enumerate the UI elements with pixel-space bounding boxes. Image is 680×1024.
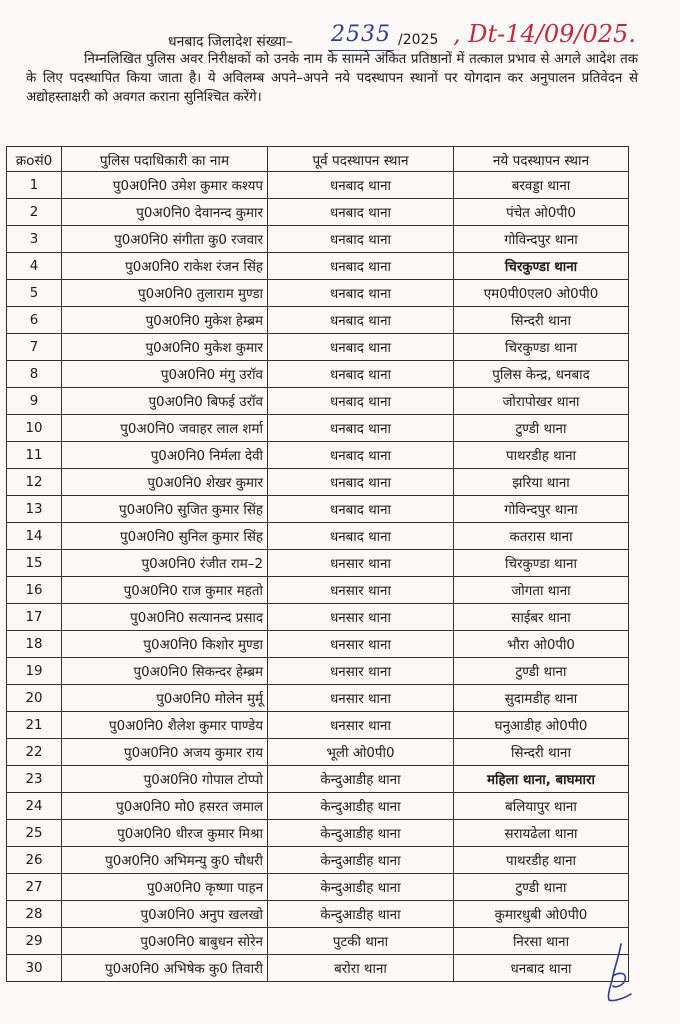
previous-posting-cell: धनसार थाना	[268, 685, 454, 712]
new-posting-cell: चिरकुण्डा थाना	[454, 334, 629, 361]
serial-cell: 1	[7, 172, 62, 199]
new-posting-cell: सुदामडीह थाना	[454, 685, 629, 712]
officer-name-cell: पु0अ0नि0 संगीता कु0 रजवार	[62, 226, 268, 253]
table-row	[7, 253, 629, 280]
header-previous-posting: पूर्व पदस्थापन स्थान	[268, 147, 454, 172]
previous-posting-cell: केन्दुआडीह थाना	[268, 847, 454, 874]
new-posting-cell: कतरास थाना	[454, 523, 629, 550]
table-row	[7, 442, 629, 469]
previous-posting-cell: धनसार थाना	[268, 712, 454, 739]
order-label: धनबाद जिलादेश संख्या–	[168, 34, 293, 50]
table-row	[7, 469, 629, 496]
officer-name-cell: पु0अ0नि0 उमेश कुमार कश्यप	[62, 172, 268, 199]
previous-posting-cell: धनबाद थाना	[268, 496, 454, 523]
previous-posting-cell: धनबाद थाना	[268, 307, 454, 334]
order-date: , Dt-14/09/025.	[453, 20, 636, 48]
new-posting-cell: चिरकुण्डा थाना	[454, 550, 629, 577]
table-row	[7, 604, 629, 631]
table-header-row	[7, 147, 629, 172]
serial-cell: 4	[7, 253, 62, 280]
previous-posting-cell: धनबाद थाना	[268, 172, 454, 199]
table-row	[7, 685, 629, 712]
new-posting-cell: गोविन्दपुर थाना	[454, 496, 629, 523]
new-posting-cell: साईबर थाना	[454, 604, 629, 631]
new-posting-cell: पाथरडीह थाना	[454, 442, 629, 469]
serial-cell: 29	[7, 928, 62, 955]
table-row	[7, 199, 629, 226]
serial-cell: 16	[7, 577, 62, 604]
table-row	[7, 820, 629, 847]
table-row	[7, 172, 629, 199]
officer-name-cell: पु0अ0नि0 जवाहर लाल शर्मा	[62, 415, 268, 442]
new-posting-cell: बरवड्डा थाना	[454, 172, 629, 199]
serial-cell: 13	[7, 496, 62, 523]
previous-posting-cell: केन्दुआडीह थाना	[268, 766, 454, 793]
table-row	[7, 631, 629, 658]
table-row	[7, 847, 629, 874]
table-row	[7, 388, 629, 415]
serial-cell: 11	[7, 442, 62, 469]
new-posting-cell: झरिया थाना	[454, 469, 629, 496]
officer-name-cell: पु0अ0नि0 राकेश रंजन सिंह	[62, 253, 268, 280]
serial-cell: 24	[7, 793, 62, 820]
new-posting-cell: धनबाद थाना	[454, 955, 629, 982]
table-row	[7, 415, 629, 442]
serial-cell: 26	[7, 847, 62, 874]
order-year: /2025	[398, 32, 439, 48]
serial-cell: 10	[7, 415, 62, 442]
serial-cell: 7	[7, 334, 62, 361]
new-posting-cell: गोविन्दपुर थाना	[454, 226, 629, 253]
officer-name-cell: पु0अ0नि0 अभिमन्यु कु0 चौधरी	[62, 847, 268, 874]
officer-name-cell: पु0अ0नि0 मंगु उरॉव	[62, 361, 268, 388]
table-row	[7, 658, 629, 685]
new-posting-cell: निरसा थाना	[454, 928, 629, 955]
officer-name-cell: पु0अ0नि0 सुनिल कुमार सिंह	[62, 523, 268, 550]
order-number: 2535	[331, 22, 391, 47]
table-row	[7, 793, 629, 820]
previous-posting-cell: धनबाद थाना	[268, 280, 454, 307]
officer-name-cell: पु0अ0नि0 बिफई उरॉव	[62, 388, 268, 415]
officer-name-cell: पु0अ0नि0 रंजीत राम–2	[62, 550, 268, 577]
serial-cell: 6	[7, 307, 62, 334]
previous-posting-cell: पुटकी थाना	[268, 928, 454, 955]
table-row	[7, 496, 629, 523]
previous-posting-cell: बरोरा थाना	[268, 955, 454, 982]
officer-name-cell: पु0अ0नि0 मो0 हसरत जमाल	[62, 793, 268, 820]
header-serial: क्रoसं0	[7, 147, 62, 172]
serial-cell: 25	[7, 820, 62, 847]
serial-cell: 2	[7, 199, 62, 226]
table-row	[7, 739, 629, 766]
previous-posting-cell: धनबाद थाना	[268, 226, 454, 253]
serial-cell: 14	[7, 523, 62, 550]
previous-posting-cell: केन्दुआडीह थाना	[268, 793, 454, 820]
officer-name-cell: पु0अ0नि0 अनुप खलखो	[62, 901, 268, 928]
officer-name-cell: पु0अ0नि0 अभिषेक कु0 तिवारी	[62, 955, 268, 982]
previous-posting-cell: धनबाद थाना	[268, 415, 454, 442]
table-row	[7, 361, 629, 388]
officer-name-cell: पु0अ0नि0 मोलेन मुर्मू	[62, 685, 268, 712]
previous-posting-cell: धनबाद थाना	[268, 388, 454, 415]
new-posting-cell: जोगता थाना	[454, 577, 629, 604]
previous-posting-cell: धनबाद थाना	[268, 442, 454, 469]
officer-name-cell: पु0अ0नि0 गोपाल टोप्पो	[62, 766, 268, 793]
table-row	[7, 712, 629, 739]
officer-name-cell: पु0अ0नि0 कृष्णा पाहन	[62, 874, 268, 901]
transfer-table	[6, 146, 629, 982]
officer-name-cell: पु0अ0नि0 राज कुमार महतो	[62, 577, 268, 604]
officer-name-cell: पु0अ0नि0 शैलेश कुमार पाण्डेय	[62, 712, 268, 739]
officer-name-cell: पु0अ0नि0 धीरज कुमार मिश्रा	[62, 820, 268, 847]
new-posting-cell: कुमारधुबी ओ0पी0	[454, 901, 629, 928]
previous-posting-cell: धनबाद थाना	[268, 469, 454, 496]
serial-cell: 18	[7, 631, 62, 658]
previous-posting-cell: धनसार थाना	[268, 604, 454, 631]
new-posting-cell: घनुआडीह ओ0पी0	[454, 712, 629, 739]
table-row	[7, 226, 629, 253]
previous-posting-cell: धनसार थाना	[268, 658, 454, 685]
intro-text: निम्नलिखित पुलिस अवर निरीक्षकों को उनके नाम के सामने अंकित प्रतिष्ठानों में तत्काल प्रभाव से अगले आदेश तक के लिए पदस्थापित किया जाता है। ये अविलम्ब अपने–अपने नये पदस्थापन स्थानों पर योगदान कर अनुपालन प्रतिवेदन से अद्योहस्ताक्षरी को अवगत कराना सुनिश्चित करेंगे।	[26, 52, 638, 105]
previous-posting-cell: भूली ओ0पी0	[268, 739, 454, 766]
table-row	[7, 901, 629, 928]
serial-cell: 22	[7, 739, 62, 766]
serial-cell: 17	[7, 604, 62, 631]
serial-cell: 28	[7, 901, 62, 928]
table-row	[7, 523, 629, 550]
officer-name-cell: पु0अ0नि0 तुलाराम मुण्डा	[62, 280, 268, 307]
table-row	[7, 577, 629, 604]
serial-cell: 19	[7, 658, 62, 685]
previous-posting-cell: धनबाद थाना	[268, 523, 454, 550]
previous-posting-cell: केन्दुआडीह थाना	[268, 874, 454, 901]
new-posting-cell: सिन्दरी थाना	[454, 307, 629, 334]
serial-cell: 30	[7, 955, 62, 982]
new-posting-cell: पंचेत ओ0पी0	[454, 199, 629, 226]
previous-posting-cell: धनबाद थाना	[268, 361, 454, 388]
table-row	[7, 280, 629, 307]
new-posting-cell: एम0पी0एल0 ओ0पी0	[454, 280, 629, 307]
new-posting-cell: पाथरडीह थाना	[454, 847, 629, 874]
serial-cell: 21	[7, 712, 62, 739]
officer-name-cell: पु0अ0नि0 देवानन्द कुमार	[62, 199, 268, 226]
previous-posting-cell: धनबाद थाना	[268, 334, 454, 361]
officer-name-cell: पु0अ0नि0 सत्यानन्द प्रसाद	[62, 604, 268, 631]
new-posting-cell: पुलिस केन्द्र, धनबाद	[454, 361, 629, 388]
serial-cell: 9	[7, 388, 62, 415]
table-row	[7, 307, 629, 334]
officer-name-cell: पु0अ0नि0 किशोर मुण्डा	[62, 631, 268, 658]
previous-posting-cell: धनबाद थाना	[268, 199, 454, 226]
new-posting-cell: सरायढेला थाना	[454, 820, 629, 847]
officer-name-cell: पु0अ0नि0 अजय कुमार राय	[62, 739, 268, 766]
previous-posting-cell: धनबाद थाना	[268, 253, 454, 280]
table-row	[7, 928, 629, 955]
officer-name-cell: पु0अ0नि0 शेखर कुमार	[62, 469, 268, 496]
table-row	[7, 334, 629, 361]
serial-cell: 20	[7, 685, 62, 712]
header-new-posting: नये पदस्थापन स्थान	[454, 147, 629, 172]
officer-name-cell: पु0अ0नि0 मुकेश हेम्ब्रम	[62, 307, 268, 334]
previous-posting-cell: धनसार थाना	[268, 631, 454, 658]
serial-cell: 27	[7, 874, 62, 901]
table-row	[7, 550, 629, 577]
serial-cell: 12	[7, 469, 62, 496]
previous-posting-cell: धनसार थाना	[268, 577, 454, 604]
table-row	[7, 955, 629, 982]
serial-cell: 3	[7, 226, 62, 253]
table-row	[7, 766, 629, 793]
serial-cell: 5	[7, 280, 62, 307]
new-posting-cell: जोरापोखर थाना	[454, 388, 629, 415]
previous-posting-cell: केन्दुआडीह थाना	[268, 820, 454, 847]
officer-name-cell: पु0अ0नि0 सिकन्दर हेम्ब्रम	[62, 658, 268, 685]
new-posting-cell: बलियापुर थाना	[454, 793, 629, 820]
new-posting-cell: टुण्डी थाना	[454, 874, 629, 901]
table-body	[7, 172, 629, 982]
header-officer-name: पुलिस पदाधिकारी का नाम	[62, 147, 268, 172]
new-posting-cell: चिरकुण्डा थाना	[454, 253, 629, 280]
new-posting-cell: टुण्डी थाना	[454, 658, 629, 685]
table-row	[7, 874, 629, 901]
new-posting-cell: महिला थाना, बाघमारा	[454, 766, 629, 793]
officer-name-cell: पु0अ0नि0 बाबुधन सोरेन	[62, 928, 268, 955]
officer-name-cell: पु0अ0नि0 मुकेश कुमार	[62, 334, 268, 361]
officer-name-cell: पु0अ0नि0 सुजित कुमार सिंह	[62, 496, 268, 523]
previous-posting-cell: केन्दुआडीह थाना	[268, 901, 454, 928]
new-posting-cell: भौरा ओ0पी0	[454, 631, 629, 658]
signature-mark	[603, 942, 639, 1006]
new-posting-cell: टुण्डी थाना	[454, 415, 629, 442]
serial-cell: 23	[7, 766, 62, 793]
serial-cell: 8	[7, 361, 62, 388]
new-posting-cell: सिन्दरी थाना	[454, 739, 629, 766]
serial-cell: 15	[7, 550, 62, 577]
previous-posting-cell: धनसार थाना	[268, 550, 454, 577]
officer-name-cell: पु0अ0नि0 निर्मला देवी	[62, 442, 268, 469]
intro-paragraph	[26, 50, 638, 107]
